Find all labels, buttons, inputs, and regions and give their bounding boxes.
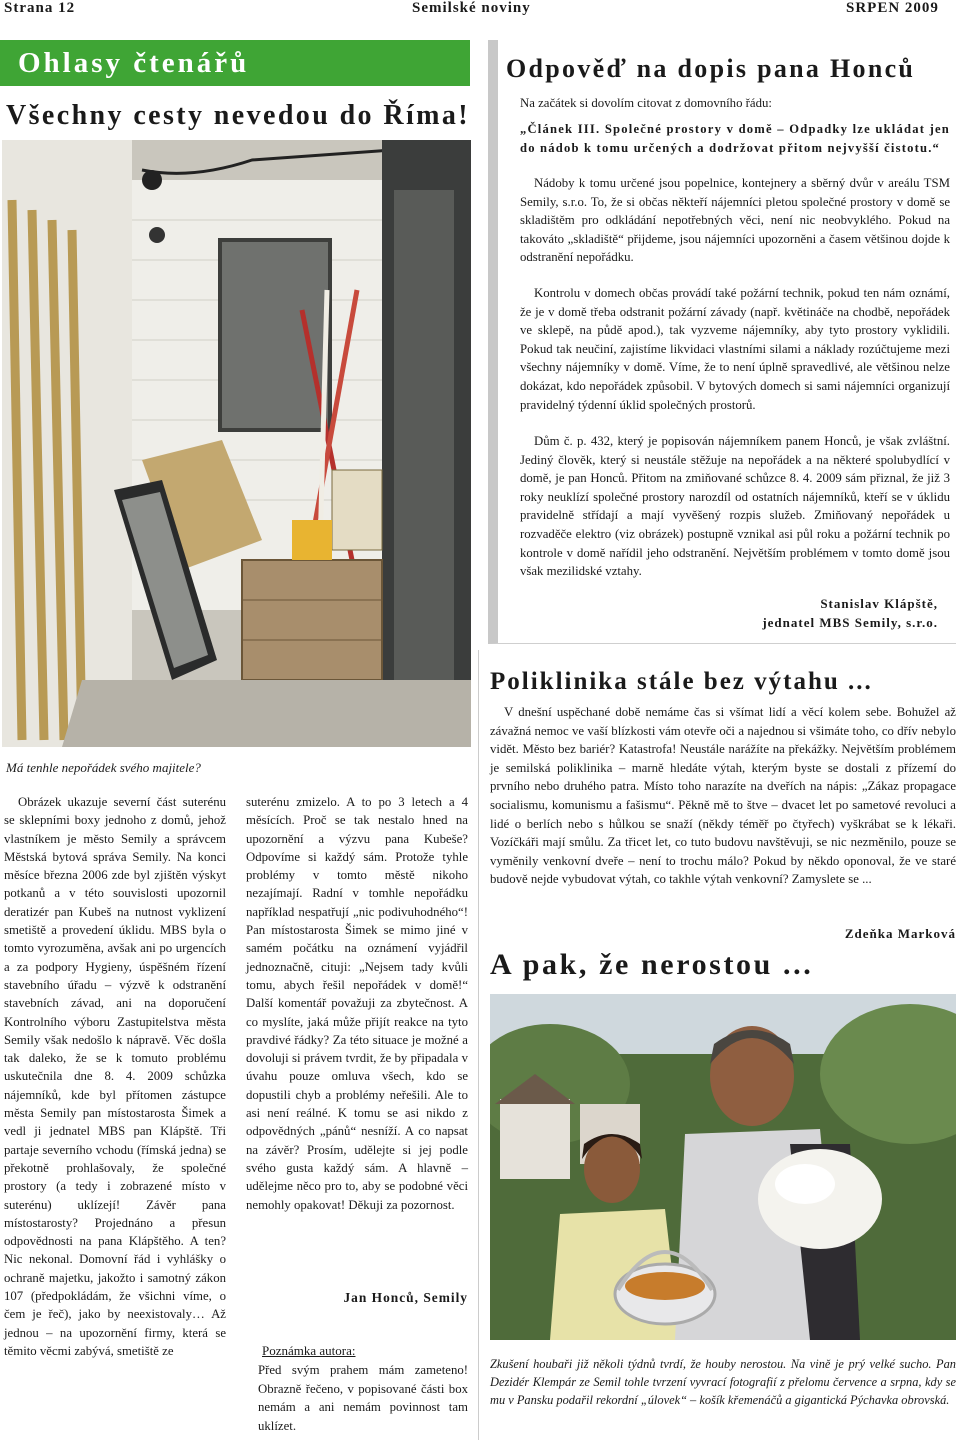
- page-number: Strana 12: [4, 0, 76, 16]
- mushroom-photo-caption: Zkušení houbaři již několi týdnů tvrdí, že houby nerostou. Na vině je prý velké sucho. Pan Dezidér Klempár ze Semil tohle tvrzení vyvrací fotografií z přelomu července a srpna, kdy se mu v Pansku podařil rekordní „úlovek“ – košík křemenáčů a gigantická Pýchavka obrovská.: [490, 1357, 956, 1407]
- article4-title: A pak, že nerostou ...: [490, 948, 814, 981]
- article3-title: Poliklinika stále bez výtahu ...: [490, 668, 873, 695]
- author-note-text: Před svým prahem mám zameteno! Obrazně řečeno, v popisované části box nemám a ani nemám povinnost tam uklízet.: [258, 1363, 468, 1433]
- article2-title: Odpověď na dopis pana Honců: [506, 54, 916, 83]
- page-header: [0, 0, 960, 20]
- section-banner: Ohlasy čtenářů: [0, 40, 470, 86]
- article2-intro: Na začátek si dovolím citovat z domovního řádu:: [520, 96, 772, 110]
- photo1-caption: Má tenhle nepořádek svého majitele?: [6, 760, 201, 775]
- issue-date: SRPEN 2009: [846, 0, 939, 16]
- article3-text: V dnešní uspěchané době nemáme čas si všímat lidí a věcí kolem sebe. Bohužel až závažná nemoc ve vaší blízkosti vám otevře oči a najednou si všimáte toho, co dřív nebylo vidět. Město bez bariér? Katastrofa! Neustále narážíte na překážky. Největším problémem je semilská poliklinika – marně hledáte výtah, kterým byste se dostali z přízemí do prvního nebo druhého patra. Místo toho narazíte na dveřích na nápis: „Zákaz propagace socialismu, komunismu a fašismu“. Pěkně mě to štve – dvacet let po sametové revoluci a lidé o berlích nebo s hůlkou se snaží (někdy téměř po čtyřech) vyškrábat se k lékaři. Vozíčkáři mají smůlu. Za třicet let, co tuto budovu navštěvuji, se nic nezměnilo, pouze se vyměnily venkovní dveře – není to trochu málo? Pokud by někdo oponoval, že ve staré budově nejde vybudovat výtah, co takhle výtah venkovní? Zamyslete se ...: [490, 705, 956, 887]
- article1-title: Všechny cesty nevedou do Říma!: [6, 100, 470, 131]
- article3-signature: Zdeňka Marková: [844, 926, 956, 941]
- basement-photo: [2, 140, 471, 747]
- article1-column2: suterénu zmizelo. A to po 3 letech a 4 měsících. Proč se tak nestalo hned na upozornění a výzvu pana Kubeše? Odpovíme si každý sám. Protože tyhle problémy v tomto městě nikoho nezajímají. Radní v tomhle nepořádku například nespatřují „nic podivuhodného“! Pan místostarosta Šimek se mimo jiné v samém počátku na oznámení vyjádřil jednoznačně, cituji: „Nejsem tady kvůli tomu, abych řešil nepořádek v domě!“ Další komentář považuji za zbytečnost. A co myslíte, jaká může přijít reakce na tyto pravdivé řádky? Za této situace je možné a dovoluji si právem tvrdit, že by připadala v úvahu pouze omluva všech, kdo se dopustili chyb a problémy neřešili. Ale to asi není reálné. K tomu se asi nikdo z odpovědných „pánů“ nesníží. A co napsat na závěr? Prosím, udělejte si jej podle svého gusta každý sám. A hlavně – udělejme něco pro to, aby se podobné věci nemohly opakovat! Děkuji za pozornost.: [246, 795, 468, 1212]
- article2-paragraph-1: Nádoby k tomu určené jsou popelnice, kontejnery a sběrný dvůr v areálu TSM Semily, s.r.o. To, že si občas někteří nájemníci pletou společné prostory v domě se skladištěm pro odkládání nepotřebných věci, není nic neobvyklého. Pokud na takováto „skladiště“ přijdeme, jsou nájemníci upozorněni a časem většinou dojde k odstranění nepořádku.: [520, 176, 950, 265]
- mushroom-photo: [490, 994, 956, 1340]
- article1-signature: Jan Honců, Semily: [343, 1290, 468, 1305]
- article2-paragraph-2: Kontrolu v domech občas provádí také požární technik, pokud ten nám oznámí, že je v domě třeba odstranit požární závady (např. květináče na chodbě, nepořádek ve sklepě, na půdě apod.), tak vyzveme nájemníky, aby tyto prostory vyklidili. Pokud tak neučiní, zajistíme likvidaci vlastními silami a náklady rozúčtujeme mezi všechny nájemníky v domě. Víme, že to není úplně spravedlivé, ale většinou nelze dokázat, kdo nepořádek způsobil. V bytových domech si sami nájemníci organizují pravidelný týdenní úklid společných prostorů.: [520, 286, 950, 412]
- column-divider: [478, 650, 479, 1440]
- article1-column1: Obrázek ukazuje severní část suterénu se sklepními boxy jednoho z domů, jehož vlastníkem je město Semily a správcem Městská bytová správa Semily. Na konci měsíce března 2006 zde byl zjištěn výskyt potkanů a v této souvislosti upozornil deratizér pan Kubeš na nutnost vyklizení smetiště a provedení úklidu. MBS byla o tomto vyrozuměna, avšak ani po urgencích a za podpory Hygieny, úspěšném řízení stavebního úřadu – výzvě k odstranění stavebních závad, ani na doporučení Kontrolního výboru Zastupitelstva města Semily však nedošlo k nápravě. Věc došla tak daleko, že se k tomuto problému uskutečnila dne 8. 4. 2009 schůzka nájemníků, kde byl přítomen zástupce města Semily pan místostarosta Šimek a vedl ji jednatel MBS pan Klápště. Tři partaje severního vchodu (římská jedna) se překotně prohlašovaly, že společné prostory (a tedy i zobrazené místo v suterénu) uklízejí! Závěr pana místostarosty? Projednáno a přesun odpovědnosti na pana Klápštěho. A ten? Nic nekonal. Domovní řád i vyhlášky o ochraně majetku, jakožto i samotný zákon 107 (předpokládám, že všichni víme, o čem je řeč), jako by neexistovaly… Až jednou – na upozornění firmy, která se těmito věcmi zabývá, smetiště ze: [4, 795, 226, 1358]
- article2-box: [488, 40, 956, 644]
- article2-paragraph-3: Dům č. p. 432, který je popisován nájemníkem panem Honců, je však zvláštní. Jediný člověk, který si neustále stěžuje na nepořádek a na některé spolubydlící v domě, je pan Honců. Přitom na zmiňované schůzce 8. 4. 2009 sám přiznal, že již 3 roky neuklízí společné prostory narozdíl od ostatních nájemníků, kteří se v úklidu pravidelně střídají a mají vyvěšený rozpis služeb. Zmiňovaný nepořádek u rozvaděče elektro (viz obrázek) postupně vznikal asi půl roku a požární technik po kontrole v domě nařídil jeho odstranění. Největším problémem v tomto domě jsou však mezilidské vztahy.: [520, 434, 950, 579]
- author-note-title: Poznámka autora:: [262, 1343, 356, 1358]
- newspaper-name: Semilské noviny: [412, 0, 531, 16]
- article2-signature-line2: jednatel MBS Semily, s.r.o.: [762, 615, 938, 630]
- article2-signature-line1: Stanislav Klápště,: [820, 596, 938, 611]
- article2-quote: „Článek III. Společné prostory v domě – Odpadky lze ukládat jen do nádob k tomu určených a dodržovat přitom nejvyšší čistotu.“: [520, 122, 950, 155]
